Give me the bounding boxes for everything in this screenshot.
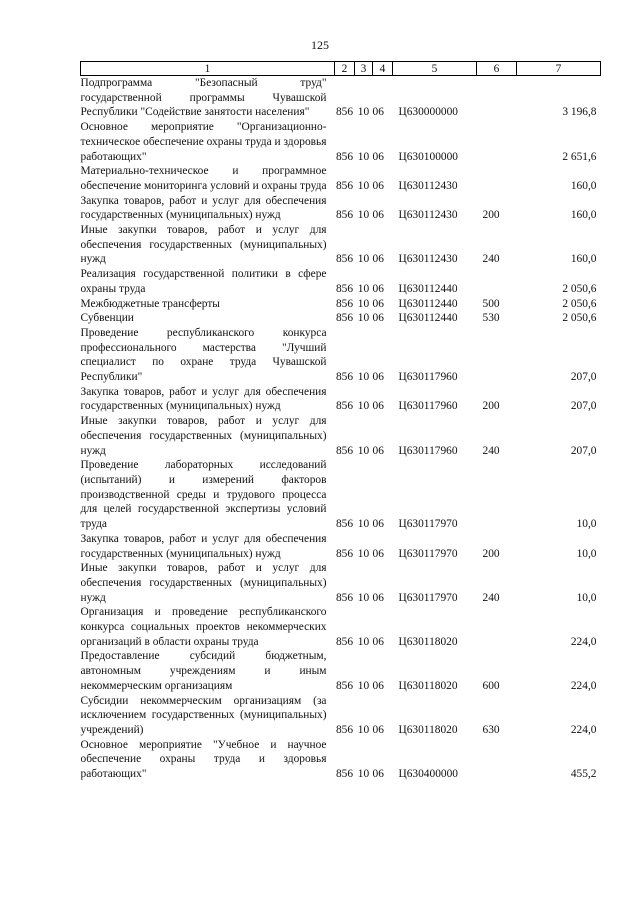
row-expense-type-cell: 240 [482, 253, 500, 266]
row-target-article-cell: Ц630117960 [398, 400, 458, 413]
row-name-cell: Иные закупки товаров, работ и услуг для обеспечения государственных (муниципальных) нужд [80, 415, 327, 457]
row-subsection-cell: 06 [372, 150, 384, 163]
table-row [81, 223, 601, 267]
row-section-cell: 10 [357, 400, 370, 413]
row-expense-type-cell: 200 [482, 209, 500, 222]
row-name-cell: Иные закупки товаров, работ и услуг для обеспечения государственных (муниципальных) нужд [80, 224, 327, 266]
row-name-cell: Предоставление субсидий бюджетным, автономным учреждениям и иным некоммерческим организациям [80, 650, 327, 692]
row-subsection-cell: 06 [372, 106, 384, 119]
row-name-cell: Субсидии некоммерческим организациям (за исключением государственных (муниципальных) учреждений) [80, 694, 327, 736]
row-section-cell: 10 [357, 297, 370, 310]
row-amount-cell: 224,0 [570, 635, 597, 648]
row-grbs-cell: 856 [335, 518, 354, 531]
row-grbs-cell: 856 [335, 297, 354, 310]
table-row [81, 694, 601, 738]
row-target-article-cell: Ц630117970 [398, 518, 458, 531]
row-name-cell: Организация и проведение республиканского конкурса социальных проектов некоммерческих организаций в области охраны труда [80, 606, 327, 648]
row-target-article-cell: Ц630117970 [398, 591, 458, 604]
table-row [81, 194, 601, 223]
header-cell-6: 6 [477, 62, 517, 76]
row-target-article-cell: Ц630112430 [398, 209, 458, 222]
row-expense-type-cell [477, 605, 517, 649]
row-target-article-cell: Ц630112430 [398, 179, 458, 192]
row-expense-type-cell: 530 [482, 312, 500, 325]
row-target-article-cell: Ц630000000 [398, 106, 458, 119]
row-amount-cell: 2 050,6 [562, 282, 597, 295]
row-section-cell: 10 [357, 209, 370, 222]
row-section-cell: 10 [357, 444, 370, 457]
table-row [81, 120, 601, 164]
row-amount-cell: 160,0 [570, 209, 597, 222]
row-grbs-cell: 856 [335, 635, 354, 648]
row-section-cell: 10 [357, 106, 370, 119]
row-amount-cell: 10,0 [576, 547, 597, 560]
row-expense-type-cell [477, 267, 517, 296]
row-name-cell: Основное мероприятие "Организационно-техническое обеспечение охраны труда и здоровья работающих" [80, 121, 327, 163]
row-subsection-cell: 06 [372, 209, 384, 222]
row-target-article-cell: Ц630118020 [398, 679, 458, 692]
table-row [81, 297, 601, 312]
header-cell-1: 1 [81, 62, 335, 76]
page-number: 125 [311, 38, 329, 52]
row-target-article-cell: Ц630118020 [398, 723, 458, 736]
row-amount-cell: 10,0 [576, 591, 597, 604]
row-target-article-cell: Ц630117960 [398, 371, 458, 384]
row-expense-type-cell [477, 326, 517, 385]
row-grbs-cell: 856 [335, 723, 354, 736]
row-subsection-cell: 06 [372, 400, 384, 413]
row-section-cell: 10 [357, 253, 370, 266]
row-name-cell: Закупка товаров, работ и услуг для обеспечения государственных (муниципальных) нужд [80, 532, 327, 560]
row-name-cell: Проведение республиканского конкурса профессионального мастерства "Лучший специалист по охране труда Чувашской Республики" [80, 326, 327, 384]
row-section-cell: 10 [357, 723, 370, 736]
row-subsection-cell: 06 [372, 723, 384, 736]
row-name-cell: Материально-техническое и программное обеспечение мониторинга условий и охраны труда [80, 165, 327, 192]
row-target-article-cell: Ц630117970 [398, 547, 458, 560]
row-amount-cell: 455,2 [570, 768, 597, 781]
row-grbs-cell: 856 [335, 253, 354, 266]
row-expense-type-cell [477, 458, 517, 532]
row-subsection-cell: 06 [372, 371, 384, 384]
row-subsection-cell: 06 [372, 591, 384, 604]
row-section-cell: 10 [357, 150, 370, 163]
row-amount-cell: 224,0 [570, 723, 597, 736]
table-row [81, 326, 601, 385]
row-name-cell: Закупка товаров, работ и услуг для обеспечения государственных (муниципальных) нужд [80, 385, 327, 413]
row-amount-cell: 207,0 [570, 371, 597, 384]
row-section-cell: 10 [357, 591, 370, 604]
row-target-article-cell: Ц630118020 [398, 635, 458, 648]
table-row [81, 532, 601, 561]
row-subsection-cell: 06 [372, 518, 384, 531]
table-row [81, 267, 601, 296]
header-cell-4: 4 [373, 62, 393, 76]
header-cell-2: 2 [335, 62, 355, 76]
row-name-cell: Иные закупки товаров, работ и услуг для обеспечения государственных (муниципальных) нужд [80, 562, 327, 604]
row-expense-type-cell: 600 [482, 679, 500, 692]
row-subsection-cell: 06 [372, 179, 384, 192]
row-amount-cell: 2 050,6 [562, 297, 597, 310]
row-grbs-cell: 856 [335, 679, 354, 692]
table-row [81, 76, 601, 121]
row-target-article-cell: Ц630112440 [398, 282, 458, 295]
row-expense-type-cell: 630 [482, 723, 500, 736]
table-row [81, 164, 601, 193]
row-subsection-cell: 06 [372, 312, 384, 325]
row-subsection-cell: 06 [372, 444, 384, 457]
header-cell-3: 3 [355, 62, 373, 76]
row-section-cell: 10 [357, 179, 370, 192]
row-target-article-cell: Ц630117960 [398, 444, 458, 457]
header-cell-5: 5 [393, 62, 477, 76]
row-expense-type-cell [477, 120, 517, 164]
row-subsection-cell: 06 [372, 679, 384, 692]
row-expense-type-cell: 200 [482, 400, 500, 413]
row-amount-cell: 207,0 [570, 444, 597, 457]
row-expense-type-cell [477, 738, 517, 782]
row-amount-cell: 2 651,6 [562, 150, 597, 163]
table-row [81, 605, 601, 649]
row-amount-cell: 3 196,8 [562, 106, 597, 119]
table-row [81, 385, 601, 414]
table-body [81, 76, 601, 782]
row-target-article-cell: Ц630112430 [398, 253, 458, 266]
row-grbs-cell: 856 [335, 444, 354, 457]
row-grbs-cell: 856 [335, 179, 354, 192]
row-section-cell: 10 [357, 679, 370, 692]
row-subsection-cell: 06 [372, 282, 384, 295]
row-grbs-cell: 856 [335, 209, 354, 222]
row-grbs-cell: 856 [335, 768, 354, 781]
row-grbs-cell: 856 [335, 150, 354, 163]
row-section-cell: 10 [357, 312, 370, 325]
row-grbs-cell: 856 [335, 371, 354, 384]
row-expense-type-cell [477, 76, 517, 121]
row-grbs-cell: 856 [335, 106, 354, 119]
row-expense-type-cell: 240 [482, 591, 500, 604]
row-amount-cell: 160,0 [570, 179, 597, 192]
table-header [81, 62, 601, 76]
row-name-cell: Реализация государственной политики в сфере охраны труда [80, 268, 327, 295]
row-subsection-cell: 06 [372, 547, 384, 560]
row-subsection-cell: 06 [372, 635, 384, 648]
row-grbs-cell: 856 [335, 547, 354, 560]
row-expense-type-cell: 200 [482, 547, 500, 560]
row-section-cell: 10 [357, 635, 370, 648]
row-subsection-cell: 06 [372, 253, 384, 266]
table-row [81, 414, 601, 458]
row-subsection-cell: 06 [372, 768, 384, 781]
row-name-cell: Межбюджетные трансферты [80, 297, 220, 310]
table-row [81, 458, 601, 532]
row-name-cell: Основное мероприятие "Учебное и научное обеспечение охраны труда и здоровья работающих" [80, 738, 327, 781]
row-amount-cell: 207,0 [570, 400, 597, 413]
row-section-cell: 10 [357, 371, 370, 384]
row-expense-type-cell [477, 164, 517, 193]
row-amount-cell: 2 050,6 [562, 312, 597, 325]
row-name-cell: Субвенции [80, 312, 134, 325]
row-amount-cell: 224,0 [570, 679, 597, 692]
row-grbs-cell: 856 [335, 400, 354, 413]
table-row [81, 311, 601, 326]
row-section-cell: 10 [357, 768, 370, 781]
row-target-article-cell: Ц630100000 [398, 150, 458, 163]
table-row [81, 738, 601, 782]
row-grbs-cell: 856 [335, 312, 354, 325]
row-section-cell: 10 [357, 282, 370, 295]
row-amount-cell: 160,0 [570, 253, 597, 266]
row-amount-cell: 10,0 [576, 518, 597, 531]
row-grbs-cell: 856 [335, 282, 354, 295]
row-target-article-cell: Ц630112440 [398, 297, 458, 310]
row-grbs-cell: 856 [335, 591, 354, 604]
row-name-cell: Закупка товаров, работ и услуг для обеспечения государственных (муниципальных) нужд [80, 194, 327, 222]
budget-table [80, 61, 601, 782]
row-section-cell: 10 [357, 518, 370, 531]
row-section-cell: 10 [357, 547, 370, 560]
row-target-article-cell: Ц630112440 [398, 312, 458, 325]
table-row [81, 649, 601, 693]
header-cell-7: 7 [517, 62, 601, 76]
table-row [81, 561, 601, 605]
row-expense-type-cell: 240 [482, 444, 500, 457]
row-expense-type-cell: 500 [482, 297, 500, 310]
row-name-cell: Проведение лабораторных исследований (испытаний) и измерений факторов производственной среды и трудового процесса для целей государственной экспертизы условий труда [80, 459, 327, 531]
row-target-article-cell: Ц630400000 [398, 768, 458, 781]
row-name-cell: Подпрограмма "Безопасный труд" государственной программы Чувашской Республики "Содействие занятости населения" [80, 77, 327, 119]
row-subsection-cell: 06 [372, 297, 384, 310]
